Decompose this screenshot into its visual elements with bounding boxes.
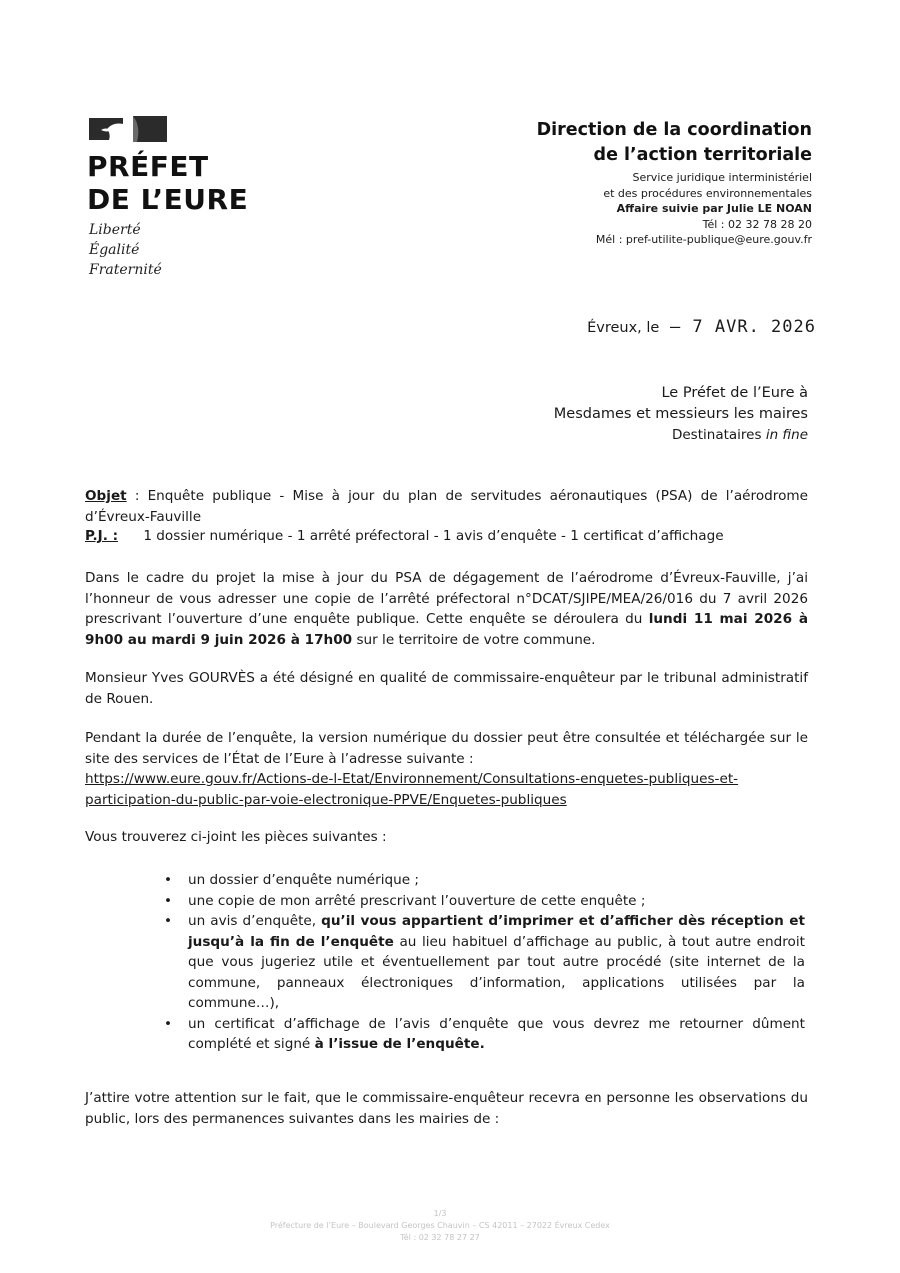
- objet-label: Objet: [85, 488, 127, 504]
- footer-address: Préfecture de l’Eure – Boulevard Georges Chauvin – CS 42011 – 27022 Évreux Cedex: [270, 1221, 610, 1230]
- affaire-suivie: Affaire suivie par Julie LE NOAN: [616, 202, 812, 215]
- recipient-line1: Le Préfet de l’Eure à: [661, 385, 808, 401]
- marianne-logo-icon: [89, 116, 167, 142]
- date-stamp: – 7 AVR. 2026: [669, 317, 816, 337]
- paragraph3-text: Pendant la durée de l’enquête, la version numérique du dossier peut être consultée et téléchargée sur le site des services de l’État de l’Eure à l’adresse suivante :: [85, 730, 808, 767]
- service-line1: Service juridique interministériel: [632, 171, 812, 184]
- pj-label: P.J. :: [85, 528, 119, 544]
- footer-phone: Tél : 02 32 78 27 27: [400, 1233, 480, 1242]
- bullet-icon: •: [164, 872, 173, 888]
- list-item: [160, 870, 805, 891]
- list-item3-text-b: au lieu habituel d’affichage au public, à tout autre endroit que vous jugeriez utile et éventuellement par tout autre procédé (site internet de la commune, panneaux électroniques d’information, applications utilisées par la commune…),: [188, 933, 805, 1011]
- page-number: 1/3: [433, 1209, 447, 1218]
- prefet-line1: PRÉFET: [87, 150, 209, 183]
- bullet-icon: •: [164, 913, 173, 929]
- consultation-link-line2[interactable]: participation-du-public-par-voie-electronique-PPVE/Enquetes-publiques: [85, 791, 567, 808]
- motto-egalite: Égalité: [89, 242, 140, 258]
- objet-text: : Enquête publique - Mise à jour du plan de servitudes aéronautiques (PSA) de l’aérodrome d’Évreux-Fauville: [85, 488, 808, 525]
- paragraph1-tail: sur le territoire de votre commune.: [352, 631, 596, 648]
- paragraph-pieces: Vous trouverez ci-joint les pièces suivantes :: [85, 829, 387, 845]
- list-item2-text: une copie de mon arrêté prescrivant l’ouverture de cette enquête ;: [188, 892, 646, 909]
- pj-line: [85, 526, 808, 547]
- consultation-link-line1[interactable]: https://www.eure.gouv.fr/Actions-de-l-Etat/Environnement/Consultations-enquetes-publiques-et-: [85, 771, 739, 787]
- list-item: [160, 1014, 805, 1055]
- objet-line: [85, 486, 808, 527]
- list-item: [160, 891, 805, 912]
- recipient-line3: [554, 425, 808, 446]
- bullet-icon: •: [164, 1015, 173, 1032]
- service-tel: Tél : 02 32 78 28 20: [702, 217, 812, 231]
- paragraph-consultation: [85, 728, 808, 810]
- prefet-line2: DE L’EURE: [87, 183, 249, 216]
- page-footer: [200, 1208, 680, 1244]
- list-item3-bold: qu’il vous appartient d’imprimer et d’afficher dès réception et jusqu’à la fin de l’enquête: [188, 913, 805, 950]
- direction-line2: de l’action territoriale: [593, 145, 812, 165]
- recipient-line3-prefix: Destinataires: [671, 427, 762, 443]
- recipient-line2: Mesdames et messieurs les maires: [553, 406, 808, 422]
- service-line2: et des procédures environnementales: [603, 186, 812, 200]
- recipient-line3-italic: in fine: [765, 427, 808, 443]
- list-item: [160, 911, 805, 1014]
- pieces-list: [160, 870, 805, 1055]
- service-block: [392, 118, 812, 248]
- republic-motto: [89, 220, 162, 280]
- bullet-icon: •: [164, 892, 173, 909]
- paragraph1-text: Dans le cadre du projet la mise à jour du PSA de dégagement de l’aérodrome d’Évreux-Fauville, j’ai l’honneur de vous adresser une copie de l’arrêté préfectoral n°DCAT/SJIPE/MEA/26/016 du 7 avril 2026 prescrivant l’ouverture d’une enquête publique. Cette enquête se déroulera du: [85, 570, 808, 627]
- pj-text: 1 dossier numérique - 1 arrêté préfectoral - 1 avis d’enquête - 1 certificat d’affichage: [143, 528, 724, 544]
- paragraph1-dates: lundi 11 mai 2026 à 9h00 au mardi 9 juin 2026 à 17h00: [85, 611, 808, 648]
- list-item4-text: un certificat d’affichage de l’avis d’enquête que vous devrez me retourner dûment complété et signé: [188, 1015, 805, 1052]
- motto-liberte: Liberté: [89, 222, 141, 238]
- date-line: [587, 317, 816, 337]
- paragraph-context: [85, 568, 808, 650]
- motto-fraternite: Fraternité: [89, 262, 162, 278]
- list-item1-text: un dossier d’enquête numérique ;: [188, 872, 419, 888]
- direction-line1: Direction de la coordination: [536, 120, 812, 140]
- recipient-block: [554, 383, 808, 446]
- paragraph-permanences: J’attire votre attention sur le fait, que le commissaire-enquêteur recevra en personne les observations du public, lors des permanences suivantes dans les mairies de :: [85, 1090, 808, 1127]
- date-place: Évreux, le: [587, 320, 660, 336]
- prefet-title: [87, 150, 248, 216]
- service-mel: Mél : pref-utilite-publique@eure.gouv.fr: [595, 233, 812, 246]
- list-item3-text-a: un avis d’enquête,: [188, 913, 322, 929]
- paragraph-commissaire: Monsieur Yves GOURVÈS a été désigné en qualité de commissaire-enquêteur par le tribunal administratif de Rouen.: [85, 670, 808, 707]
- list-item4-bold: à l’issue de l’enquête.: [314, 1036, 485, 1052]
